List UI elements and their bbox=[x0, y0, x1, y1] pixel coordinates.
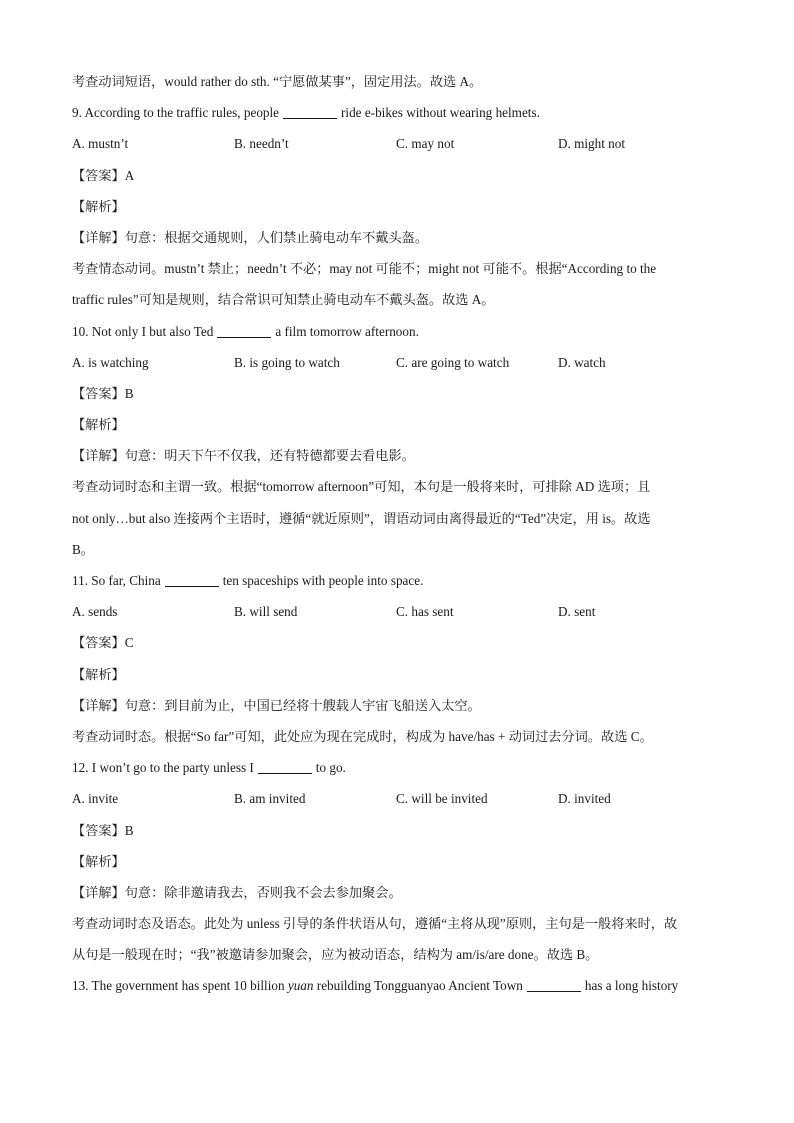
option-b: B. needn’t bbox=[234, 136, 289, 152]
explanation-line: 考查动词时态和主谓一致。根据“tomorrow afternoon”可知，本句是一般将来时，可排除 AD 选项；且 bbox=[72, 479, 651, 495]
explanation-line: 考查动词时态及语态。此处为 unless 引导的条件状语从句，遵循“主将从现”原则，主句是一般将来时，故 bbox=[72, 916, 678, 932]
question-text: 12. I won’t go to the party unless I bbox=[72, 760, 254, 776]
answer-blank bbox=[527, 977, 581, 992]
option-a: A. mustn’t bbox=[72, 136, 129, 152]
answer-label: 【答案】A bbox=[72, 167, 135, 183]
question-text: ride e-bikes without wearing helmets. bbox=[341, 105, 540, 121]
question-10 bbox=[72, 316, 722, 347]
option-d: D. might not bbox=[558, 136, 626, 152]
options-11 bbox=[72, 596, 722, 627]
option-b: B. am invited bbox=[234, 791, 306, 807]
answer-blank bbox=[283, 104, 337, 119]
answer-label: 【答案】B bbox=[72, 385, 134, 401]
question-9 bbox=[72, 97, 722, 128]
option-d: D. invited bbox=[558, 791, 611, 807]
option-c: C. has sent bbox=[396, 604, 454, 620]
option-c: C. will be invited bbox=[396, 791, 488, 807]
explanation-line: 从句是一般现在时；“我”被邀请参加聚会，应为被动语态，结构为 am/is/are done。故选 B。 bbox=[72, 947, 599, 963]
question-text: rebuilding Tongguanyao Ancient Town bbox=[316, 978, 523, 994]
detail-line: 【详解】句意：到目前为止，中国已经将十艘载人宇宙飞船送入太空。 bbox=[72, 697, 481, 713]
option-d: D. watch bbox=[558, 354, 606, 370]
question-11 bbox=[72, 565, 722, 596]
detail-line: 【详解】句意：除非邀请我去，否则我不会去参加聚会。 bbox=[72, 884, 402, 900]
analysis-label: 【解析】 bbox=[72, 417, 125, 433]
option-b: B. will send bbox=[234, 604, 298, 620]
explanation-line: 考查动词时态。根据“So far”可知，此处应为现在完成时，构成为 have/has + 动词过去分词。故选 C。 bbox=[72, 728, 653, 744]
explanation-line: 考查动词短语，would rather do sth. “宁愿做某事”，固定用法。故选 A。 bbox=[72, 74, 483, 89]
option-d: D. sent bbox=[558, 604, 596, 620]
option-a: A. sends bbox=[72, 604, 118, 620]
answer-blank bbox=[258, 759, 312, 774]
analysis-label: 【解析】 bbox=[72, 666, 125, 682]
options-9 bbox=[72, 128, 722, 159]
question-text: ten spaceships with people into space. bbox=[222, 573, 424, 588]
options-10 bbox=[72, 347, 722, 378]
option-c: C. are going to watch bbox=[396, 354, 510, 370]
question-text-italic: yuan bbox=[287, 978, 314, 994]
question-text: a film tomorrow afternoon. bbox=[275, 323, 419, 339]
answer-blank bbox=[217, 323, 271, 338]
question-text: 9. According to the traffic rules, people bbox=[72, 105, 280, 121]
detail-line: 【详解】句意：根据交通规则，人们禁止骑电动车不戴头盔。 bbox=[72, 229, 429, 245]
options-12 bbox=[72, 783, 722, 814]
question-12 bbox=[72, 752, 722, 783]
document-page bbox=[72, 66, 722, 1002]
explanation-line: 考查情态动词。mustn’t 禁止；needn’t 不必；may not 可能不；might not 可能不。根据“According to the bbox=[72, 261, 657, 277]
answer-blank bbox=[165, 572, 219, 587]
option-a: A. invite bbox=[72, 791, 119, 807]
question-text: 13. The government has spent 10 billion bbox=[72, 978, 285, 994]
explanation-line: not only…but also 连接两个主语时，遵循“就近原则”，谓语动词由离得最近的“Ted”决定，用 is。故选 bbox=[72, 510, 651, 526]
question-text: has a long history bbox=[584, 978, 679, 994]
answer-label: 【答案】C bbox=[72, 635, 134, 651]
question-text: 10. Not only I but also Ted bbox=[72, 323, 214, 339]
option-c: C. may not bbox=[396, 136, 455, 152]
question-text: 11. So far, China bbox=[72, 573, 161, 588]
explanation-line: B。 bbox=[72, 541, 94, 557]
question-13 bbox=[72, 970, 722, 1001]
option-a: A. is watching bbox=[72, 354, 149, 370]
analysis-label: 【解析】 bbox=[72, 853, 125, 869]
option-b: B. is going to watch bbox=[234, 354, 340, 370]
question-text: to go. bbox=[315, 760, 346, 776]
answer-label: 【答案】B bbox=[72, 822, 134, 838]
explanation-line: traffic rules”可知是规则，结合常识可知禁止骑电动车不戴头盔。故选 A。 bbox=[72, 292, 495, 308]
detail-line: 【详解】句意：明天下午不仅我，还有特德都要去看电影。 bbox=[72, 448, 415, 464]
analysis-label: 【解析】 bbox=[72, 198, 125, 214]
